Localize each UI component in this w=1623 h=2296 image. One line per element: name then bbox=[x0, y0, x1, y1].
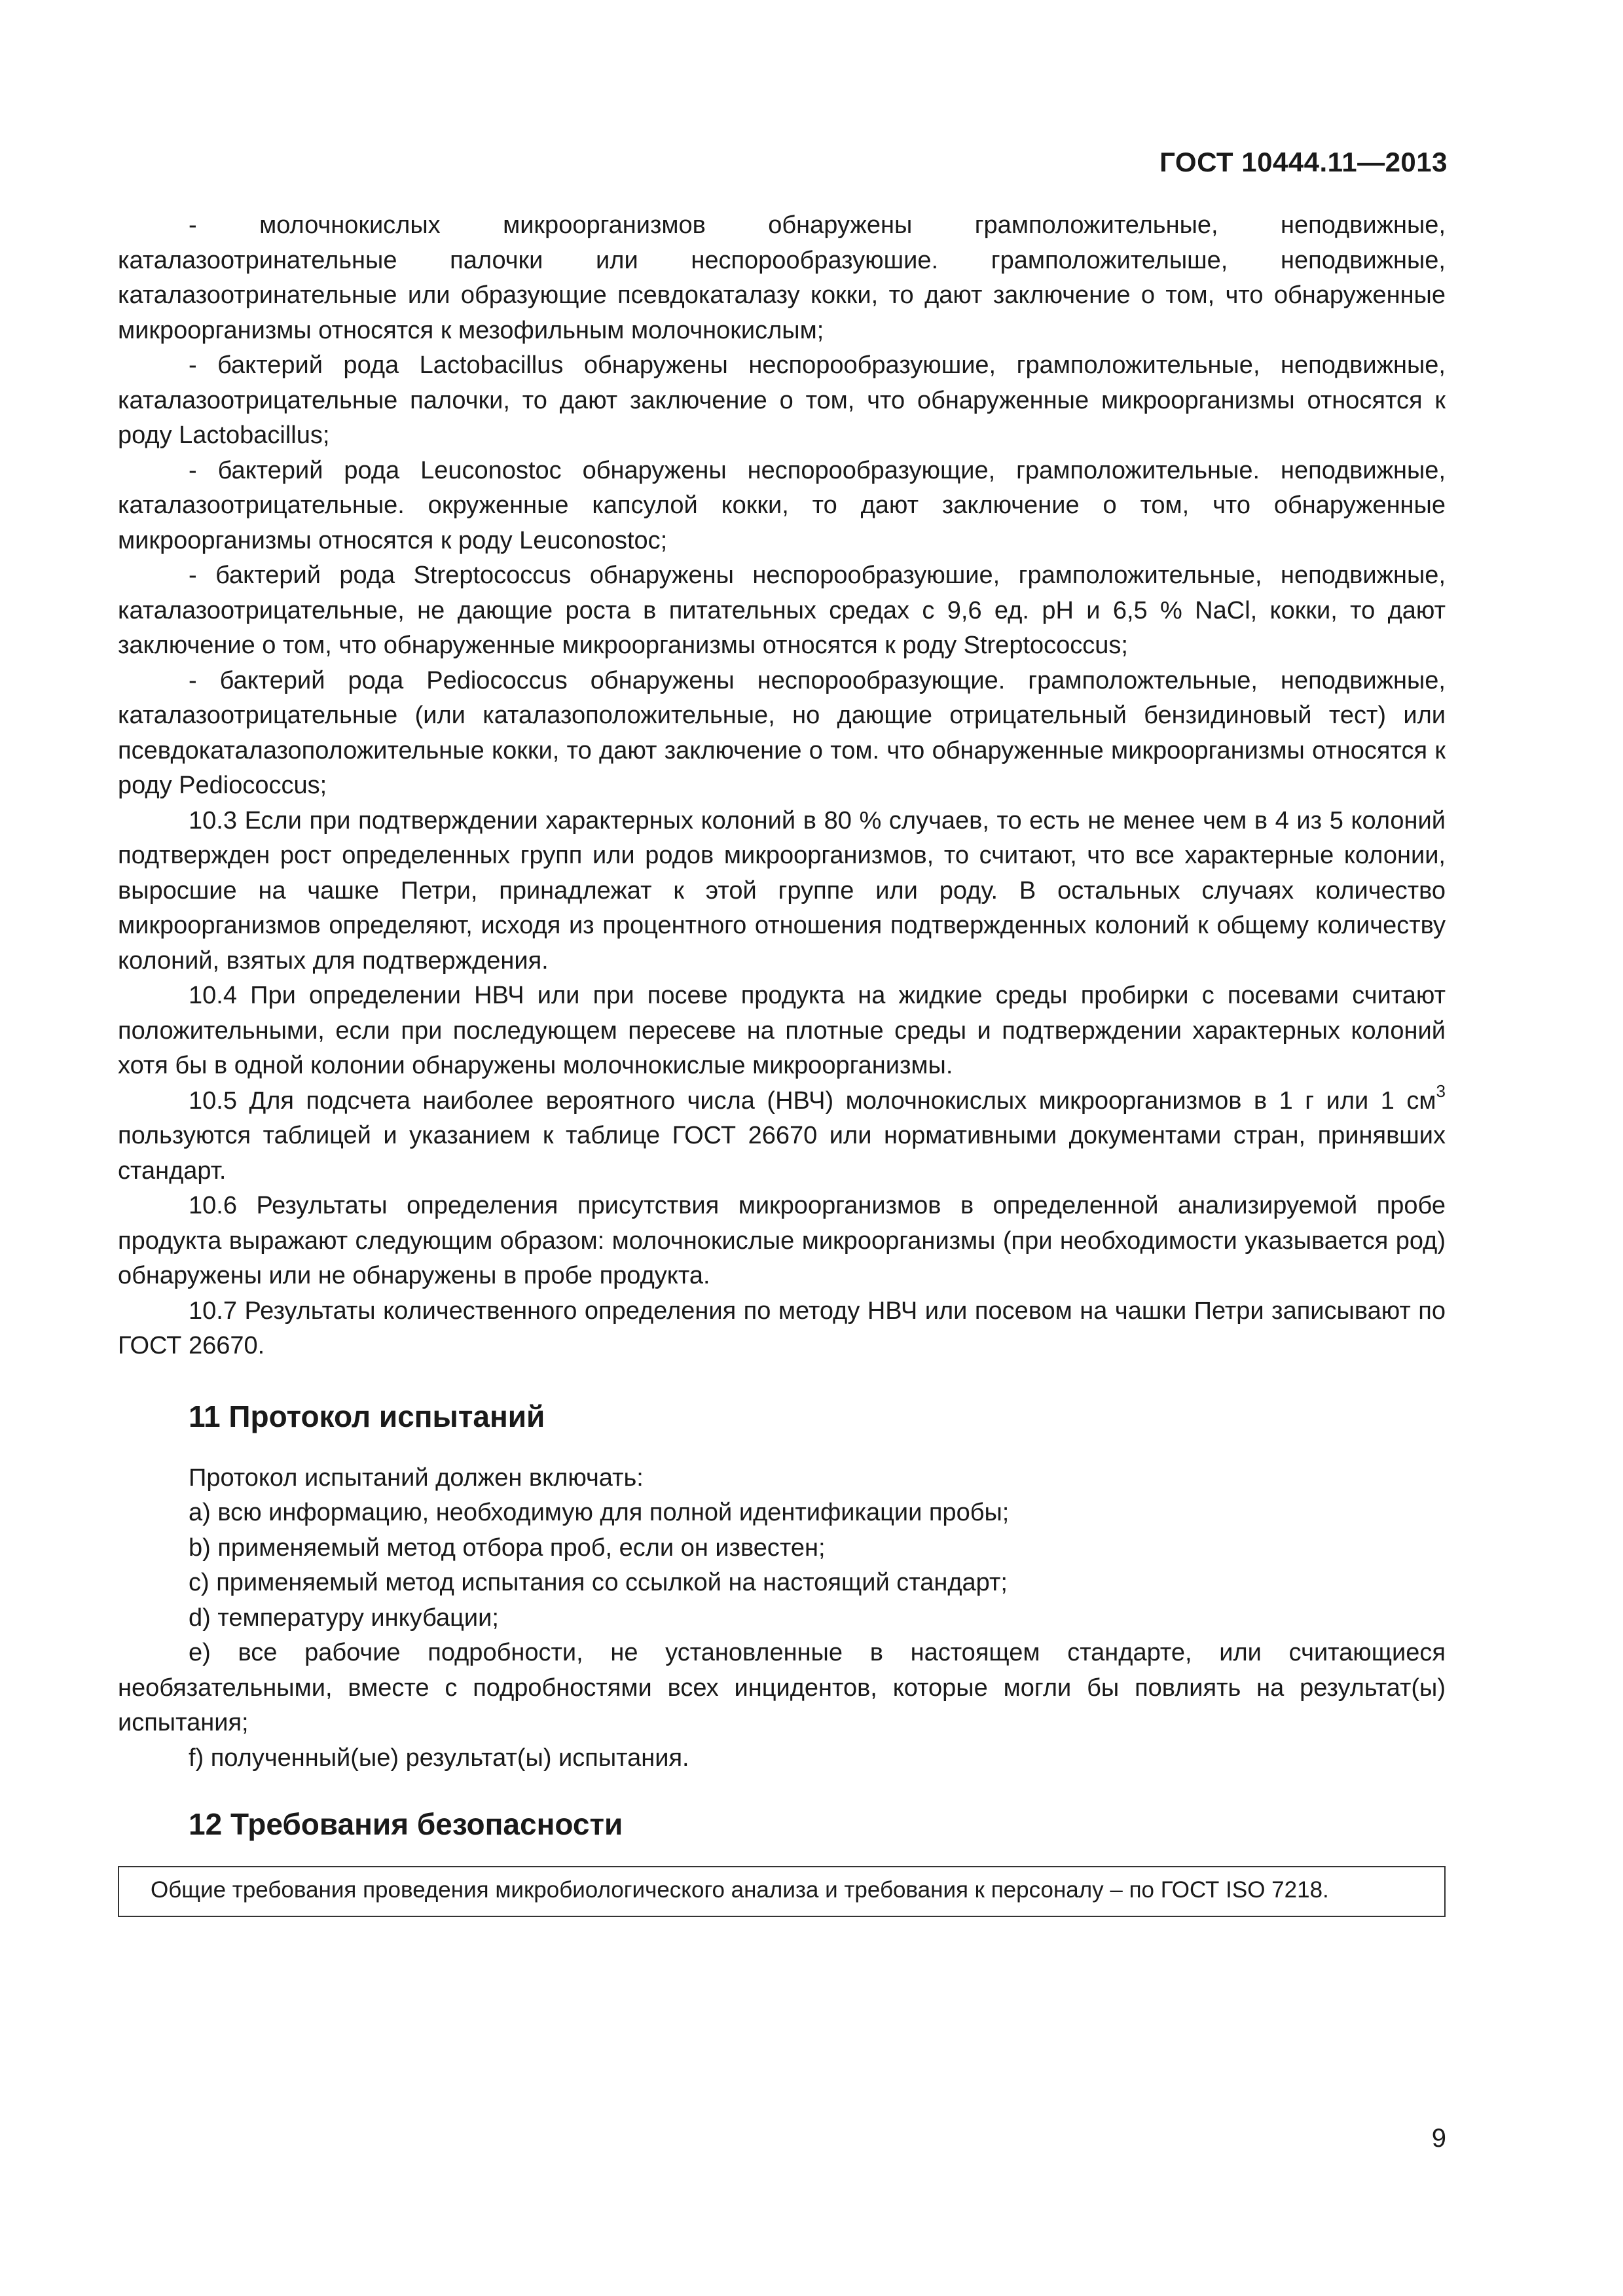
paragraph: 10.3 Если при подтверждении характерных колоний в 80 % случаев, то есть не менее чем в 4 из 5 колоний подтвержден рост определенных групп или родов микроорганизмов, то считают, что все характерные колонии, выросшие на чашке Петри, принадлежат к этой группе или роду. В остальных случаях количество микроорганизмов определяют, исходя из процентного отношения подтвержденных колоний к общему количеству колоний, взятых для подтверждения. bbox=[118, 806, 1446, 975]
paragraph: - бактерий рода Streptococcus обнаружены неспорообразуюшие, грамположительные, неподвижные, каталазоотрицательные, не дающие роста в питательных средах с 9,6 ед. pH и 6,5 % NaCl, кокки, то дают заключение о том, что обнаруженные микроорганизмы относятся к роду Streptococcus; bbox=[118, 562, 1446, 659]
paragraph: - бактерий рода Leuconostoc обнаружены неспорообразующие, грамположительные. неподвижные, каталазоотрицательные. окруженные капсулой кокки, то дают заключение о том, что обнаруженные микроорганизмы относятся к роду Leuconostoc; bbox=[118, 456, 1446, 554]
paragraph: 10.6 Результаты определения присутствия микроорганизмов в определенной анализируемой пробе продукта выражают следующим образом: молочнокислые микроорганизмы (при необходимости указывается род) обнаружены или не обнаружены в пробе продукта. bbox=[118, 1192, 1446, 1289]
list-item: d) температуру инкубации; bbox=[189, 1604, 499, 1632]
paragraph-text: пользуются таблицей и указанием к таблице ГОСТ 26670 или нормативными документами стран, принявших стандарт. bbox=[118, 1122, 1446, 1185]
list-item: Протокол испытаний должен включать: bbox=[189, 1463, 644, 1492]
list-item: е) все рабочие подробности, не установленные в настоящем стандарте, или считающиеся необязательными, вместе с подробностями всех инцидентов, которые могли бы повлиять на результат(ы) испытания; bbox=[118, 1639, 1446, 1736]
page-number: 9 bbox=[1431, 2124, 1446, 2153]
document-body bbox=[118, 208, 1446, 1917]
paragraph-10-5 bbox=[118, 1081, 1446, 1189]
paragraph: 10.7 Результаты количественного определения по методу НВЧ или посевом на чашки Петри записывают по ГОСТ 26670. bbox=[118, 1297, 1446, 1359]
paragraph: - бактерий рода Pediococcus обнаружены неспорообразующие. грамположтельные, неподвижные, каталазоотрицательные (или каталазоположительные, но дающие отрицательный бензидиновый тест) или псевдокаталазоположительные кокки, то дают заключение о том. что обнаруженные микроорганизмы относятся к роду Pediococcus; bbox=[118, 666, 1446, 799]
section-title: 12 Требования безопасности bbox=[189, 1807, 623, 1841]
paragraph-text: 10.5 Для подсчета наиболее вероятного числа (НВЧ) молочнокислых микроорганизмов в 1 г или 1 см bbox=[189, 1086, 1436, 1115]
list-item: с) применяемый метод испытания со ссылкой на настоящий стандарт; bbox=[189, 1569, 1008, 1596]
list-item: а) всю информацию, необходимую для полной идентификации пробы; bbox=[189, 1499, 1010, 1526]
paragraph: 10.4 При определении НВЧ или при посеве продукта на жидкие среды пробирки с посевами считают положительными, если при последующем пересеве на плотные среды и подтверждении характерных колоний хотя бы в одной колонии обнаружены молочнокислые микроорганизмы. bbox=[118, 982, 1446, 1079]
paragraph: - молочнокислых микроорганизмов обнаружены грамположительные, неподвижные, каталазоотринательные палочки или неспорообразуюшие. грамположителыше, неподвижные, каталазоотринательные или образующие псевдокаталазу кокки, то дают заключение о том, что обнаруженные микроорганизмы относятся к мезофильным молочнокислым; bbox=[118, 211, 1446, 344]
section-title: 11 Протокол испытаний bbox=[189, 1399, 545, 1433]
list-item: b) применяемый метод отбора проб, если он известен; bbox=[189, 1534, 826, 1562]
doc-code-header: ГОСТ 10444.11—2013 bbox=[1159, 147, 1448, 177]
safety-requirements-box: Общие требования проведения микробиологического анализа и требования к персоналу – по ГОСТ ISO 7218. bbox=[118, 1866, 1446, 1917]
superscript: 3 bbox=[1436, 1081, 1446, 1101]
paragraph: - бактерий рода Lactobacillus обнаружены неспорообразуюшие, грамположительные, неподвижные, каталазоотрицательные палочки, то дают заключение о том, что обнаруженные микроорганизмы относятся к роду Lactobacillus; bbox=[118, 351, 1446, 449]
list-item: f) полученный(ые) результат(ы) испытания. bbox=[189, 1744, 689, 1772]
